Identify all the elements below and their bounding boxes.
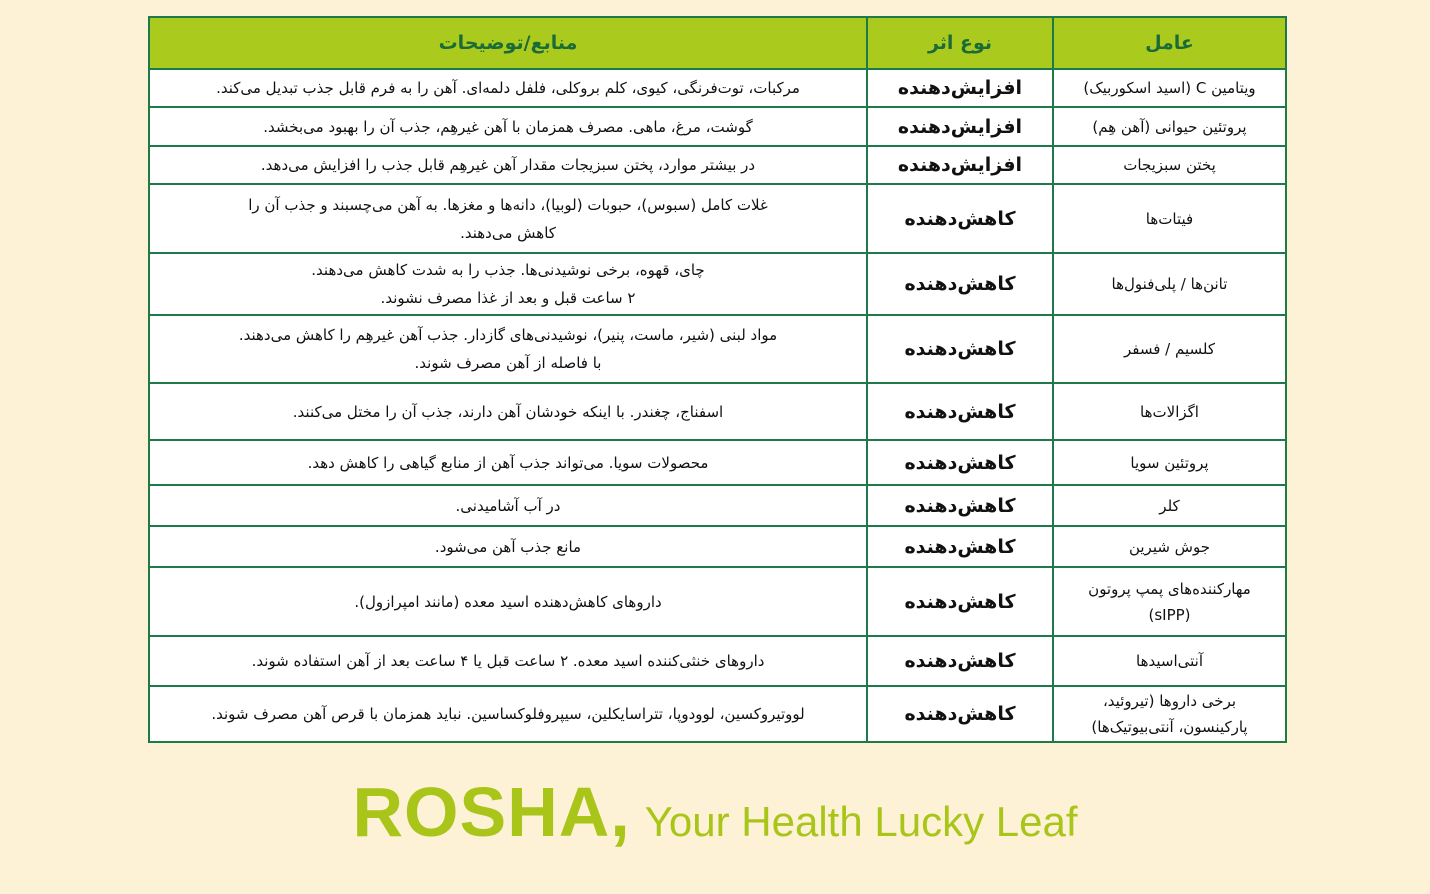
factor-cell <box>1053 485 1286 526</box>
brand-name: ROSHA, <box>352 773 631 851</box>
effect-type-cell: کاهش‌دهنده <box>867 315 1053 383</box>
notes-cell-line: در بیشتر موارد، پختن سبزیجات مقدار آهن غیرهِم قابل جذب را افزایش می‌دهد. <box>260 156 756 174</box>
notes-cell <box>149 526 867 567</box>
factor-cell-line: کلر <box>1159 496 1180 515</box>
notes-cell <box>149 567 867 636</box>
table-row <box>149 69 1286 107</box>
notes-cell <box>149 146 867 184</box>
notes-cell-line: با فاصله از آهن مصرف شوند. <box>414 354 602 372</box>
notes-cell-line: لووتیروکسین، لوودوپا، تتراسایکلین، سیپروفلوکساسین. نباید همزمان با قرص آهن مصرف شوند. <box>211 705 805 723</box>
effect-type-cell: افزایش‌دهنده <box>867 107 1053 146</box>
factor-cell <box>1053 184 1286 253</box>
effect-type-cell: کاهش‌دهنده <box>867 184 1053 253</box>
effect-type-cell: افزایش‌دهنده <box>867 146 1053 184</box>
factor-cell <box>1053 315 1286 383</box>
factor-cell-line: کلسیم / فسفر <box>1123 340 1215 358</box>
effect-type-cell: کاهش‌دهنده <box>867 383 1053 440</box>
table-row <box>149 567 1286 636</box>
notes-cell-line: مانع جذب آهن می‌شود. <box>434 537 582 556</box>
factor-cell <box>1053 383 1286 440</box>
notes-cell-line: مواد لبنی (شیر، ماست، پنیر)، نوشیدنی‌های گازدار. جذب آهن غیرهِم را کاهش می‌دهند. <box>238 326 778 344</box>
effect-type-cell: افزایش‌دهنده <box>867 69 1053 107</box>
table-row <box>149 146 1286 184</box>
factor-cell <box>1053 253 1286 315</box>
notes-cell-line: کاهش می‌دهند. <box>460 223 556 242</box>
notes-cell <box>149 636 867 686</box>
iron-absorption-table <box>148 16 1287 743</box>
factor-cell <box>1053 69 1286 107</box>
effect-type-cell: کاهش‌دهنده <box>867 440 1053 485</box>
header-sources-notes: منابع/توضیحات <box>149 17 867 69</box>
header-factor: عامل <box>1053 17 1286 69</box>
table-row <box>149 636 1286 686</box>
notes-cell-line: چای، قهوه، برخی نوشیدنی‌ها. جذب را به شدت کاهش می‌دهند. <box>311 261 705 279</box>
factor-cell-line: پروتئین سویا <box>1130 453 1209 472</box>
notes-cell <box>149 383 867 440</box>
notes-cell <box>149 686 867 742</box>
effect-type-cell: کاهش‌دهنده <box>867 526 1053 567</box>
effect-type-cell: کاهش‌دهنده <box>867 485 1053 526</box>
table-row <box>149 686 1286 742</box>
notes-cell <box>149 107 867 146</box>
table-row <box>149 184 1286 253</box>
effect-type-cell: کاهش‌دهنده <box>867 253 1053 315</box>
notes-cell-line: گوشت، مرغ، ماهی. مصرف همزمان با آهن غیرهِم، جذب آن را بهبود می‌بخشد. <box>263 117 753 136</box>
table-row <box>149 485 1286 526</box>
notes-cell-line: در آب آشامیدنی. <box>455 496 561 515</box>
brand-footer <box>0 772 1430 872</box>
factor-cell <box>1053 146 1286 184</box>
notes-cell-line: ۲ ساعت قبل و بعد از غذا مصرف نشوند. <box>380 289 636 307</box>
notes-cell-line: داروهای خنثی‌کننده اسید معده. ۲ ساعت قبل یا ۴ ساعت بعد از آهن استفاده شوند. <box>251 652 765 670</box>
notes-cell <box>149 69 867 107</box>
effect-type-cell: کاهش‌دهنده <box>867 686 1053 742</box>
factor-cell-line: اگزالات‌ها <box>1140 402 1199 421</box>
notes-cell-line: داروهای کاهش‌دهنده اسید معده (مانند امپرازول). <box>354 592 662 611</box>
table-row <box>149 107 1286 146</box>
factor-cell-line: (sIPP) <box>1148 605 1191 624</box>
factor-cell-line: ویتامین C (اسید اسکوربیک) <box>1083 79 1256 97</box>
factor-cell-line: مهارکننده‌های پمپ پروتون <box>1088 579 1251 598</box>
notes-cell <box>149 184 867 253</box>
factor-cell-line: تانن‌ها / پلی‌فنول‌ها <box>1111 275 1228 293</box>
table-row <box>149 526 1286 567</box>
brand-slogan: Your Health Lucky Leaf <box>644 798 1078 845</box>
factor-cell <box>1053 526 1286 567</box>
table-row <box>149 315 1286 383</box>
factor-cell-line: آنتی‌اسیدها <box>1136 652 1203 670</box>
factor-cell-line: فیتات‌ها <box>1145 209 1194 228</box>
table-row <box>149 440 1286 485</box>
notes-cell-line: غلات کامل (سبوس)، حبوبات (لوبیا)، دانه‌ها و مغزها. به آهن می‌چسبند و جذب آن را <box>248 195 768 214</box>
notes-cell-line: مرکبات، توت‌فرنگی، کیوی، کلم بروکلی، فلفل دلمه‌ای. آهن را به فرم قابل جذب تبدیل می‌کند. <box>216 79 800 97</box>
factor-cell-line: برخی داروها (تیروئید، <box>1102 692 1237 710</box>
table-header-row <box>149 17 1286 69</box>
factor-cell-line: پختن سبزیجات <box>1123 156 1216 174</box>
factor-cell <box>1053 567 1286 636</box>
notes-cell-line: اسفناج، چغندر. با اینکه خودشان آهن دارند، جذب آن را مختل می‌کنند. <box>292 402 724 421</box>
factor-cell <box>1053 636 1286 686</box>
notes-cell <box>149 440 867 485</box>
notes-cell-line: محصولات سویا. می‌تواند جذب آهن از منابع گیاهی را کاهش دهد. <box>307 453 709 472</box>
effect-type-cell: کاهش‌دهنده <box>867 636 1053 686</box>
factor-cell <box>1053 440 1286 485</box>
factor-cell <box>1053 107 1286 146</box>
notes-cell <box>149 253 867 315</box>
factor-cell-line: پروتئین حیوانی (آهن هِم) <box>1092 117 1247 136</box>
table-row <box>149 383 1286 440</box>
table-row <box>149 253 1286 315</box>
factor-cell <box>1053 686 1286 742</box>
notes-cell <box>149 485 867 526</box>
factor-cell-line: پارکینسون، آنتی‌بیوتیک‌ها) <box>1091 718 1248 736</box>
notes-cell <box>149 315 867 383</box>
factor-cell-line: جوش شیرین <box>1128 537 1211 556</box>
effect-type-cell: کاهش‌دهنده <box>867 567 1053 636</box>
header-effect-type: نوع اثر <box>867 17 1053 69</box>
